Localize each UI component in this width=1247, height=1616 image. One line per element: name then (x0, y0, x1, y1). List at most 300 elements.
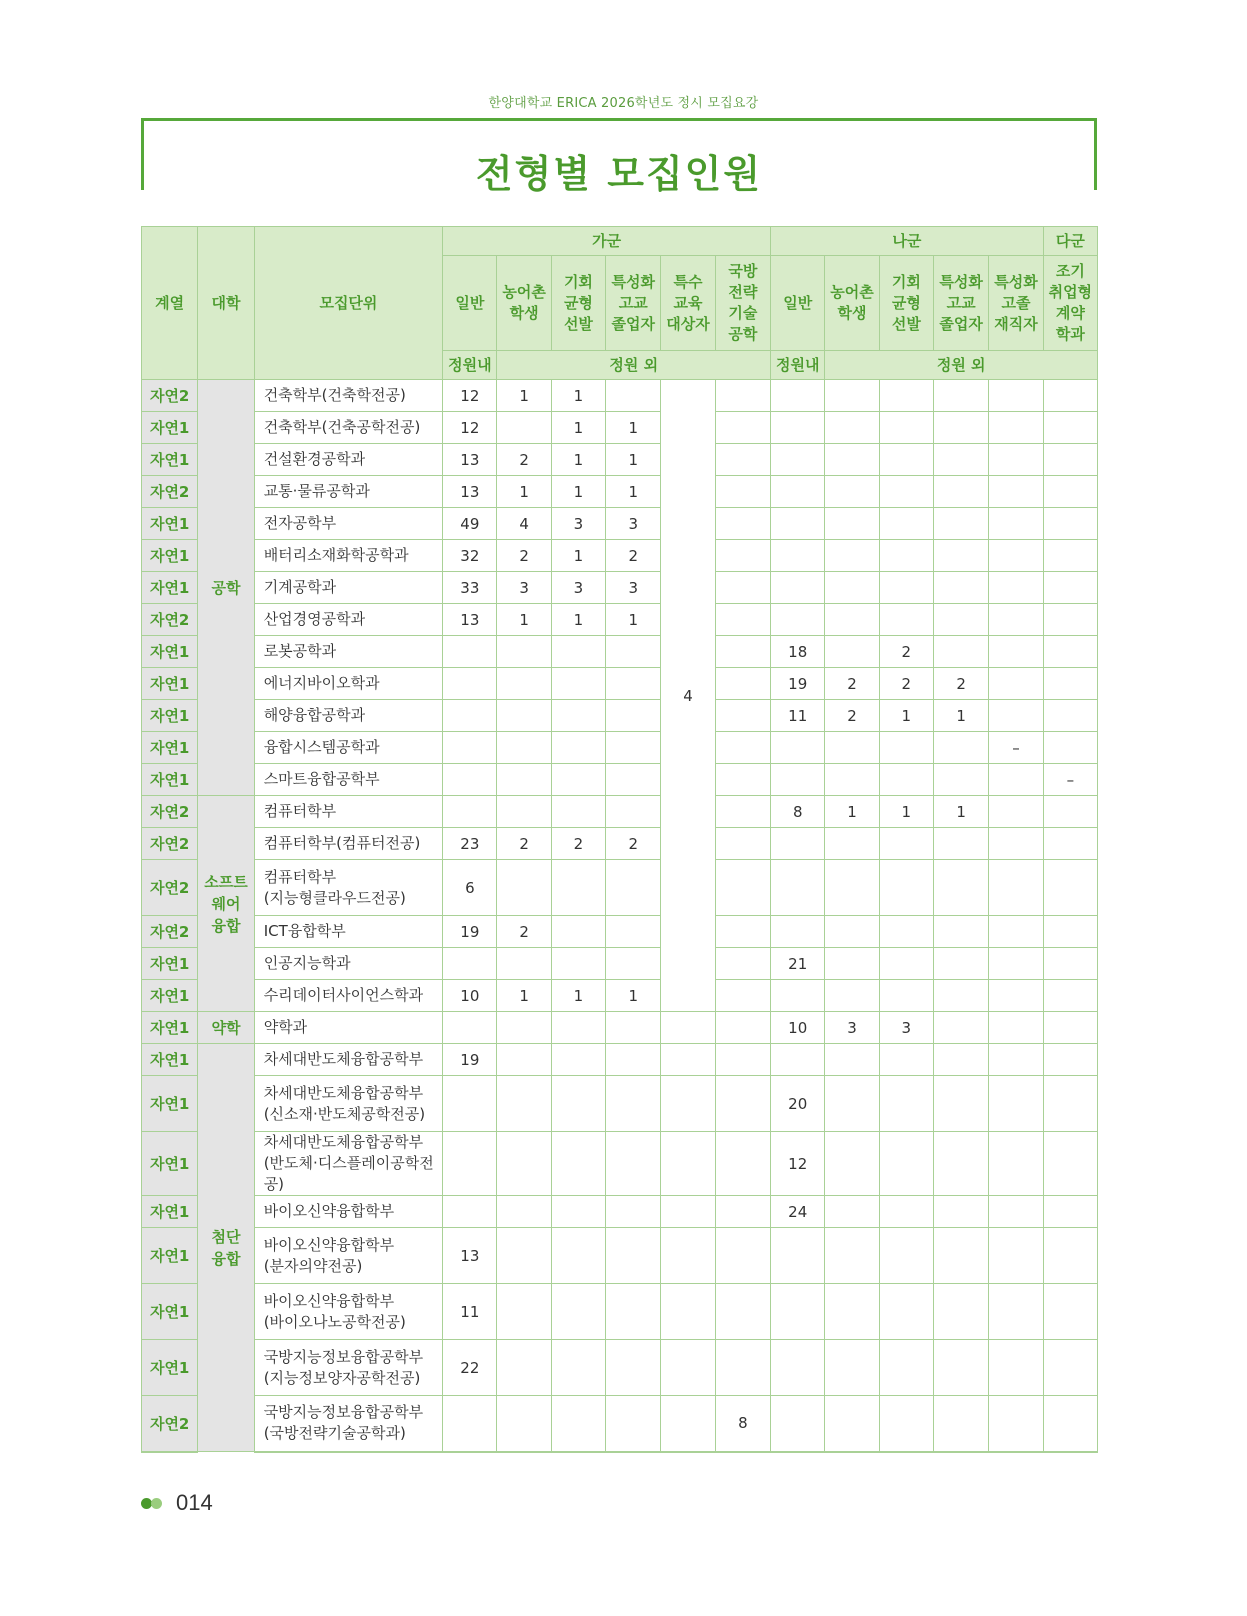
value-cell (715, 540, 770, 572)
admissions-table (141, 226, 1098, 1453)
value-cell (1043, 1228, 1097, 1284)
value-cell (551, 1044, 605, 1076)
value-cell (825, 1044, 879, 1076)
running-header: 한양대학교 ERICA 2026학년도 정시 모집요강 (488, 96, 759, 111)
value-cell: 11 (443, 1284, 497, 1340)
value-cell (715, 380, 770, 412)
series-cell: 자연1 (142, 668, 198, 700)
value-cell (825, 1132, 879, 1196)
value-cell (1043, 668, 1097, 700)
unit-cell: 차세대반도체융합공학부 (반도체·디스플레이공학전공) (254, 1132, 443, 1196)
series-cell: 자연1 (142, 444, 198, 476)
value-cell (771, 732, 825, 764)
value-cell (497, 796, 551, 828)
value-cell (933, 732, 988, 764)
value-cell: 19 (443, 916, 497, 948)
value-cell (825, 540, 879, 572)
value-cell: 1 (606, 476, 661, 508)
college-cell-eng: 공학 (198, 380, 254, 796)
value-cell (879, 948, 933, 980)
value-cell (715, 980, 770, 1012)
value-cell (879, 1228, 933, 1284)
value-cell (715, 604, 770, 636)
value-cell (715, 1196, 770, 1228)
value-cell (933, 444, 988, 476)
value-cell (551, 1284, 605, 1340)
value-cell (551, 860, 605, 916)
value-cell (1043, 1012, 1097, 1044)
series-cell: 자연1 (142, 508, 198, 540)
series-cell: 자연2 (142, 1396, 198, 1452)
table-row (142, 1396, 1098, 1452)
value-cell: 1 (606, 604, 661, 636)
value-cell: 32 (443, 540, 497, 572)
ga-col-0: 일반 (443, 256, 497, 351)
value-cell (1043, 444, 1097, 476)
table-row (142, 732, 1098, 764)
value-cell: 1 (879, 796, 933, 828)
value-cell: 22 (443, 1340, 497, 1396)
unit-cell: 컴퓨터학부 (254, 796, 443, 828)
value-cell (989, 700, 1043, 732)
value-cell (933, 948, 988, 980)
value-cell (497, 1132, 551, 1196)
col-header-series: 계열 (142, 227, 198, 380)
value-cell (715, 1340, 770, 1396)
value-cell (933, 1228, 988, 1284)
unit-cell: 산업경영공학과 (254, 604, 443, 636)
value-cell (879, 604, 933, 636)
value-cell (825, 828, 879, 860)
value-cell: 49 (443, 508, 497, 540)
group-header-na: 나군 (771, 227, 1044, 256)
value-cell (606, 1284, 661, 1340)
series-cell: 자연1 (142, 1284, 198, 1340)
value-cell (715, 1284, 770, 1340)
value-cell: 4 (497, 508, 551, 540)
table-row (142, 668, 1098, 700)
unit-cell: 해양융합공학과 (254, 700, 443, 732)
value-cell: 12 (443, 380, 497, 412)
col-header-unit: 모집단위 (254, 227, 443, 380)
value-cell: 1 (606, 412, 661, 444)
unit-cell: 컴퓨터학부 (지능형클라우드전공) (254, 860, 443, 916)
unit-cell: 인공지능학과 (254, 948, 443, 980)
value-cell (879, 508, 933, 540)
value-cell: 2 (825, 700, 879, 732)
college-cell-sw: 소프트 웨어 융합 (198, 796, 254, 1012)
value-cell (989, 380, 1043, 412)
value-cell (933, 1012, 988, 1044)
value-cell: 33 (443, 572, 497, 604)
footer-dots-icon (141, 1497, 167, 1511)
value-cell: 2 (497, 828, 551, 860)
value-cell (933, 604, 988, 636)
value-cell (825, 572, 879, 604)
value-cell (497, 1012, 551, 1044)
value-cell (825, 948, 879, 980)
value-cell (989, 828, 1043, 860)
value-cell (661, 1044, 715, 1076)
value-cell (825, 444, 879, 476)
value-cell (443, 1396, 497, 1452)
value-cell (551, 1076, 605, 1132)
value-cell: 1 (933, 700, 988, 732)
value-cell (606, 1196, 661, 1228)
series-cell: 자연2 (142, 796, 198, 828)
value-cell: 19 (771, 668, 825, 700)
value-cell (989, 1044, 1043, 1076)
group-header-da: 다군 (1043, 227, 1097, 256)
table-row (142, 1012, 1098, 1044)
value-cell (551, 1196, 605, 1228)
value-cell (715, 572, 770, 604)
value-cell (989, 444, 1043, 476)
value-cell (715, 444, 770, 476)
value-cell (497, 764, 551, 796)
da-col-0: 조기 취업형 계약 학과 (1043, 256, 1097, 351)
value-cell (771, 860, 825, 916)
value-cell (443, 700, 497, 732)
value-cell (989, 980, 1043, 1012)
value-cell (715, 1076, 770, 1132)
series-cell: 자연1 (142, 732, 198, 764)
value-cell (879, 380, 933, 412)
value-cell (879, 540, 933, 572)
value-cell (933, 1396, 988, 1452)
value-cell: 2 (551, 828, 605, 860)
value-cell (443, 1196, 497, 1228)
value-cell (771, 540, 825, 572)
value-cell (879, 1044, 933, 1076)
value-cell (551, 1340, 605, 1396)
unit-cell: 배터리소재화학공학과 (254, 540, 443, 572)
value-cell: 1 (551, 980, 605, 1012)
value-cell (497, 1076, 551, 1132)
unit-cell: 바이오신약융합학부 (254, 1196, 443, 1228)
value-cell (606, 1012, 661, 1044)
value-cell: 2 (497, 444, 551, 476)
table-row (142, 636, 1098, 668)
unit-cell: 국방지능정보융합공학부 (지능정보양자공학전공) (254, 1340, 443, 1396)
unit-cell: 융합시스템공학과 (254, 732, 443, 764)
value-cell (825, 1396, 879, 1452)
series-cell: 자연1 (142, 1012, 198, 1044)
value-cell (606, 916, 661, 948)
value-cell (879, 1340, 933, 1396)
value-cell (1043, 1076, 1097, 1132)
value-cell (497, 1228, 551, 1284)
col-header-college: 대학 (198, 227, 254, 380)
table-row (142, 1132, 1098, 1196)
value-cell (1043, 1132, 1097, 1196)
value-cell (771, 508, 825, 540)
value-cell (661, 1132, 715, 1196)
value-cell (825, 508, 879, 540)
unit-cell: 약학과 (254, 1012, 443, 1044)
value-cell: 2 (825, 668, 879, 700)
series-cell: 자연1 (142, 412, 198, 444)
value-cell (771, 444, 825, 476)
value-cell (606, 636, 661, 668)
series-cell: 자연1 (142, 572, 198, 604)
value-cell (606, 700, 661, 732)
value-cell (933, 916, 988, 948)
value-cell (825, 604, 879, 636)
value-cell (989, 796, 1043, 828)
value-cell (933, 828, 988, 860)
unit-cell: ICT융합학부 (254, 916, 443, 948)
value-cell (825, 1284, 879, 1340)
value-cell (771, 380, 825, 412)
value-cell (825, 860, 879, 916)
value-cell (933, 636, 988, 668)
value-cell (825, 732, 879, 764)
value-cell (771, 1396, 825, 1452)
value-cell: 1 (933, 796, 988, 828)
value-cell (715, 1044, 770, 1076)
value-cell (771, 1340, 825, 1396)
value-cell (933, 476, 988, 508)
table-row (142, 860, 1098, 916)
value-cell: 11 (771, 700, 825, 732)
value-cell (715, 796, 770, 828)
value-cell (1043, 1044, 1097, 1076)
value-cell: 20 (771, 1076, 825, 1132)
value-cell: 1 (551, 444, 605, 476)
series-cell: 자연2 (142, 860, 198, 916)
value-cell (1043, 604, 1097, 636)
table-row (142, 508, 1098, 540)
value-cell (715, 1012, 770, 1044)
value-cell (606, 1396, 661, 1452)
value-cell (825, 476, 879, 508)
table-row (142, 1284, 1098, 1340)
value-cell (606, 732, 661, 764)
value-cell (1043, 828, 1097, 860)
value-cell (606, 1340, 661, 1396)
value-cell (497, 948, 551, 980)
value-cell (989, 540, 1043, 572)
value-cell (1043, 1340, 1097, 1396)
series-cell: 자연1 (142, 1044, 198, 1076)
ga-col-1: 농어촌 학생 (497, 256, 551, 351)
value-cell: – (989, 732, 1043, 764)
value-cell (606, 764, 661, 796)
series-cell: 자연1 (142, 980, 198, 1012)
value-cell (1043, 860, 1097, 916)
ga-in-quota: 정원내 (443, 351, 497, 380)
value-cell (989, 604, 1043, 636)
value-cell (497, 732, 551, 764)
value-cell (443, 796, 497, 828)
value-cell (1043, 412, 1097, 444)
value-cell (551, 668, 605, 700)
value-cell (933, 1196, 988, 1228)
value-cell (443, 668, 497, 700)
value-cell: 1 (551, 380, 605, 412)
value-cell (933, 412, 988, 444)
value-cell: 1 (606, 444, 661, 476)
value-cell (1043, 700, 1097, 732)
table-row (142, 916, 1098, 948)
table-row (142, 700, 1098, 732)
value-cell: 13 (443, 1228, 497, 1284)
value-cell (661, 1340, 715, 1396)
value-cell (879, 476, 933, 508)
value-cell (497, 668, 551, 700)
value-cell (771, 412, 825, 444)
unit-cell: 전자공학부 (254, 508, 443, 540)
value-cell (989, 636, 1043, 668)
value-cell (989, 572, 1043, 604)
unit-cell: 건설환경공학과 (254, 444, 443, 476)
value-cell: 13 (443, 444, 497, 476)
value-cell: 13 (443, 604, 497, 636)
na-in-quota: 정원내 (771, 351, 825, 380)
table-row (142, 948, 1098, 980)
value-cell: 18 (771, 636, 825, 668)
value-cell (989, 948, 1043, 980)
series-cell: 자연1 (142, 1196, 198, 1228)
value-cell (879, 980, 933, 1012)
value-cell (443, 636, 497, 668)
value-cell (825, 916, 879, 948)
value-cell (443, 1012, 497, 1044)
value-cell (497, 700, 551, 732)
value-cell (989, 412, 1043, 444)
ga-col-2: 기회 균형 선발 (551, 256, 605, 351)
value-cell: 2 (606, 540, 661, 572)
value-cell (771, 1284, 825, 1340)
value-cell (879, 764, 933, 796)
title-frame (141, 118, 1097, 196)
value-cell (551, 764, 605, 796)
table-row (142, 540, 1098, 572)
value-cell (1043, 916, 1097, 948)
value-cell (989, 764, 1043, 796)
unit-cell: 국방지능정보융합공학부 (국방전략기술공학과) (254, 1396, 443, 1452)
value-cell: 3 (606, 508, 661, 540)
na-col-2: 기회 균형 선발 (879, 256, 933, 351)
value-cell: 1 (879, 700, 933, 732)
value-cell (771, 572, 825, 604)
value-cell (443, 1132, 497, 1196)
value-cell (497, 1284, 551, 1340)
value-cell (933, 1044, 988, 1076)
value-cell (1043, 540, 1097, 572)
value-cell (1043, 980, 1097, 1012)
value-cell (879, 444, 933, 476)
value-cell (715, 764, 770, 796)
value-cell: 3 (825, 1012, 879, 1044)
value-cell (825, 636, 879, 668)
value-cell (933, 380, 988, 412)
college-cell-pharm: 약학 (198, 1012, 254, 1044)
value-cell (715, 948, 770, 980)
table-row (142, 572, 1098, 604)
value-cell: 8 (715, 1396, 770, 1452)
value-cell (879, 1396, 933, 1452)
value-cell: 3 (497, 572, 551, 604)
value-cell (715, 700, 770, 732)
series-cell: 자연1 (142, 1132, 198, 1196)
value-cell (933, 980, 988, 1012)
series-cell: 자연2 (142, 604, 198, 636)
value-cell (771, 604, 825, 636)
value-cell: 23 (443, 828, 497, 860)
unit-cell: 건축학부(건축학전공) (254, 380, 443, 412)
college-cell-adv: 첨단 융합 (198, 1044, 254, 1452)
value-cell (1043, 380, 1097, 412)
value-cell (551, 1396, 605, 1452)
value-cell: 6 (443, 860, 497, 916)
value-cell (1043, 572, 1097, 604)
value-cell: – (1043, 764, 1097, 796)
value-cell (715, 732, 770, 764)
value-cell: 1 (551, 540, 605, 572)
value-cell (989, 1340, 1043, 1396)
value-cell (825, 1228, 879, 1284)
value-cell: 2 (933, 668, 988, 700)
value-cell (771, 1228, 825, 1284)
value-cell: 1 (825, 796, 879, 828)
value-cell: 24 (771, 1196, 825, 1228)
value-cell (661, 1228, 715, 1284)
value-cell: 19 (443, 1044, 497, 1076)
page-title: 전형별 모집인원 (475, 152, 763, 196)
value-cell (825, 1076, 879, 1132)
value-cell (1043, 508, 1097, 540)
table-row (142, 1340, 1098, 1396)
value-cell: 2 (606, 828, 661, 860)
value-cell: 1 (497, 980, 551, 1012)
value-cell (715, 916, 770, 948)
value-cell (1043, 636, 1097, 668)
na-col-0: 일반 (771, 256, 825, 351)
value-cell (989, 476, 1043, 508)
value-cell: 2 (497, 540, 551, 572)
value-cell (551, 796, 605, 828)
series-cell: 자연2 (142, 380, 198, 412)
value-cell (933, 860, 988, 916)
table-row (142, 796, 1098, 828)
value-cell (825, 380, 879, 412)
value-cell (1043, 732, 1097, 764)
table-row (142, 1228, 1098, 1284)
unit-cell: 차세대반도체융합공학부 (254, 1044, 443, 1076)
value-cell: 1 (497, 476, 551, 508)
value-cell (825, 764, 879, 796)
value-cell (715, 1228, 770, 1284)
value-cell (933, 1340, 988, 1396)
value-cell (989, 508, 1043, 540)
value-cell (771, 476, 825, 508)
value-cell (989, 1196, 1043, 1228)
table-row (142, 1076, 1098, 1132)
value-cell (715, 860, 770, 916)
ga-col-4: 특수 교육 대상자 (661, 256, 715, 351)
value-cell (879, 412, 933, 444)
value-cell (989, 1396, 1043, 1452)
value-cell (933, 1284, 988, 1340)
value-cell (825, 1196, 879, 1228)
value-cell (606, 380, 661, 412)
value-cell (933, 540, 988, 572)
table-row (142, 1044, 1098, 1076)
value-cell: 1 (606, 980, 661, 1012)
series-cell: 자연2 (142, 828, 198, 860)
